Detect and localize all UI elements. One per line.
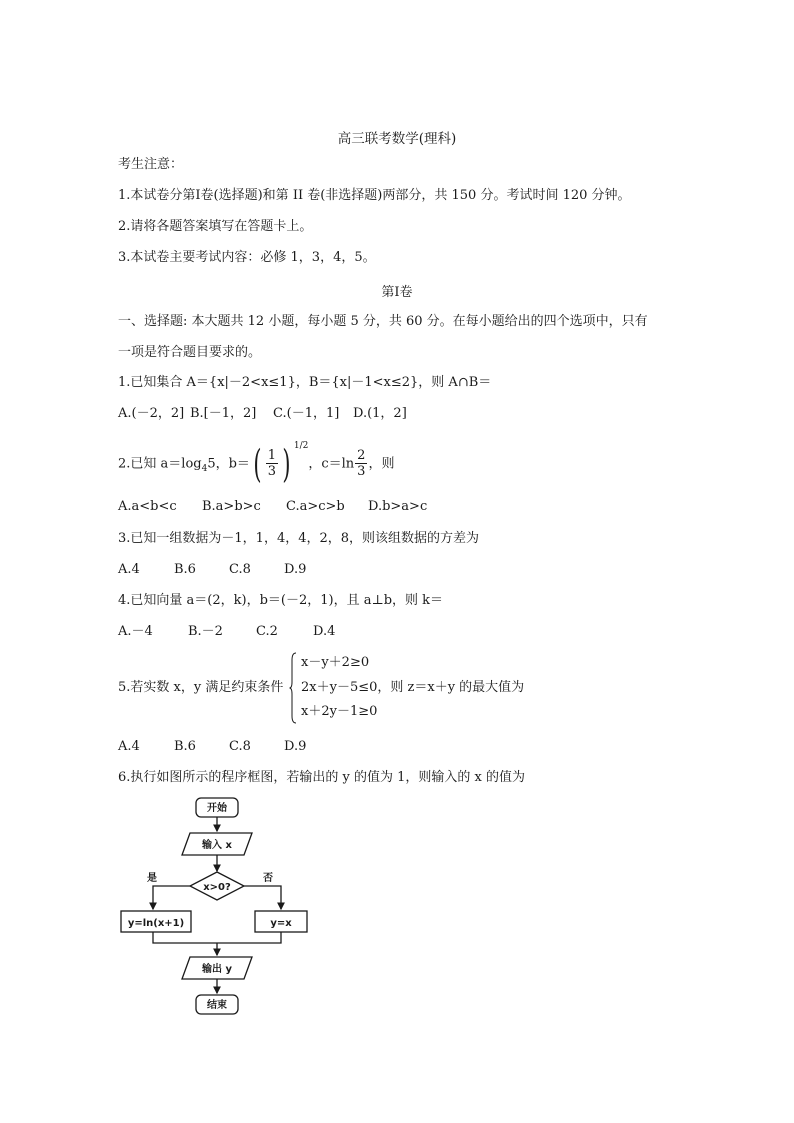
q5-suffix: ，则 z＝x＋y 的最大值为 <box>377 680 525 695</box>
q3-option-b: B.6 <box>174 562 196 577</box>
q2-right-paren: ) <box>282 441 291 486</box>
q2-options <box>118 498 427 516</box>
q2-left-paren: ( <box>253 441 262 486</box>
q1-option-c: C.(－1，1] <box>273 406 340 421</box>
flow-input-label: 输入 x <box>202 840 232 851</box>
q2-prefix: 2.已知 a＝log <box>118 456 202 472</box>
q5-prefix: 5.若实数 x，y 满足约束条件 <box>118 680 284 695</box>
section-title: 第Ⅰ卷 <box>381 285 413 300</box>
q5-option-b: B.6 <box>174 739 196 754</box>
q4-option-a: A.－4 <box>118 624 153 639</box>
q2-option-b: B.a>b>c <box>202 499 261 514</box>
flow-no-label: 否 <box>263 873 273 884</box>
q3-stem: 3.已知一组数据为－1，1，4，4，2，8，则该组数据的方差为 <box>118 531 480 546</box>
q1-option-d: D.(1，2] <box>353 406 407 421</box>
q2-c-part: ，c＝ln <box>308 456 355 472</box>
flowchart <box>112 795 322 1020</box>
q3-option-a: A.4 <box>118 562 140 577</box>
q3-option-c: C.8 <box>229 562 251 577</box>
flow-no-branch-label: y=x <box>270 918 292 929</box>
q2-suffix: ，则 <box>368 456 395 472</box>
flow-yes-branch-label: y=ln(x+1) <box>127 918 185 929</box>
q6-stem: 6.执行如图所示的程序框图，若输出的 y 的值为 1，则输入的 x 的值为 <box>118 770 526 785</box>
q2-after-log: 5，b＝ <box>207 456 250 472</box>
q1-options <box>118 405 407 423</box>
q2-stem <box>118 438 394 491</box>
q1-option-b: B.[－1，2] <box>190 406 257 421</box>
flow-yes-label: 是 <box>147 873 157 884</box>
notice-heading: 考生注意： <box>118 157 184 172</box>
q4-option-b: B.－2 <box>188 624 223 639</box>
q2-c-fraction: $\frac{2}{3}$ <box>357 448 366 480</box>
notice-item-1: 1.本试卷分第Ⅰ卷(选择题)和第 II 卷(非选择题)两部分，共 150 分。考试时间 120 分钟。 <box>118 188 631 203</box>
q2-log-base: 4 <box>201 463 208 474</box>
q5-constraint-3: x＋2y－1≥0 <box>301 704 378 719</box>
q2-b-exponent: 1/2 <box>293 441 309 451</box>
page-title: 高三联考数学(理科) <box>337 131 457 147</box>
q3-options <box>118 561 306 579</box>
q5-option-c: C.8 <box>229 739 251 754</box>
q2-option-d: D.b>a>c <box>368 499 428 514</box>
q1-option-a: A.(－2，2] <box>118 406 185 421</box>
q4-option-c: C.2 <box>256 624 278 639</box>
q4-options <box>118 623 335 641</box>
q5-option-d: D.9 <box>284 739 307 754</box>
q5-constraint-2-text: 2x＋y－5≤0 <box>301 680 378 695</box>
q4-option-d: D.4 <box>313 624 336 639</box>
q5-options <box>118 738 306 756</box>
q5-constraint-2 <box>301 679 524 697</box>
q5-brace <box>289 652 297 724</box>
flow-output-label: 输出 y <box>202 964 232 975</box>
q3-option-d: D.9 <box>284 562 307 577</box>
q5-constraint-1: x－y＋2≥0 <box>301 655 370 670</box>
notice-item-3: 3.本试卷主要考试内容：必修 1，3，4，5。 <box>118 250 376 265</box>
q2-option-c: C.a>c>b <box>286 499 345 514</box>
q5-option-a: A.4 <box>118 739 140 754</box>
q2-option-a: A.a<b<c <box>118 499 177 514</box>
notice-item-2: 2.请将各题答案填写在答题卡上。 <box>118 219 313 234</box>
q4-stem: 4.已知向量 a＝(2，k)，b＝(－2，1)，且 a⊥b，则 k＝ <box>118 593 444 608</box>
section-intro-line2: 一项是符合题目要求的。 <box>118 345 262 360</box>
flow-condition-label: x>0? <box>203 882 231 893</box>
flow-start-label: 开始 <box>207 803 227 814</box>
q1-stem: 1.已知集合 A＝{x|－2<x≤1}，B＝{x|－1<x≤2}，则 A∩B＝ <box>118 375 492 390</box>
flow-end-label: 结束 <box>207 1000 227 1011</box>
q2-b-fraction: $\frac{1}{3}$ <box>267 448 277 480</box>
section-intro-line1: 一、选择题: 本大题共 12 小题，每小题 5 分，共 60 分。在每小题给出的四个选项中，只有 <box>118 314 648 329</box>
